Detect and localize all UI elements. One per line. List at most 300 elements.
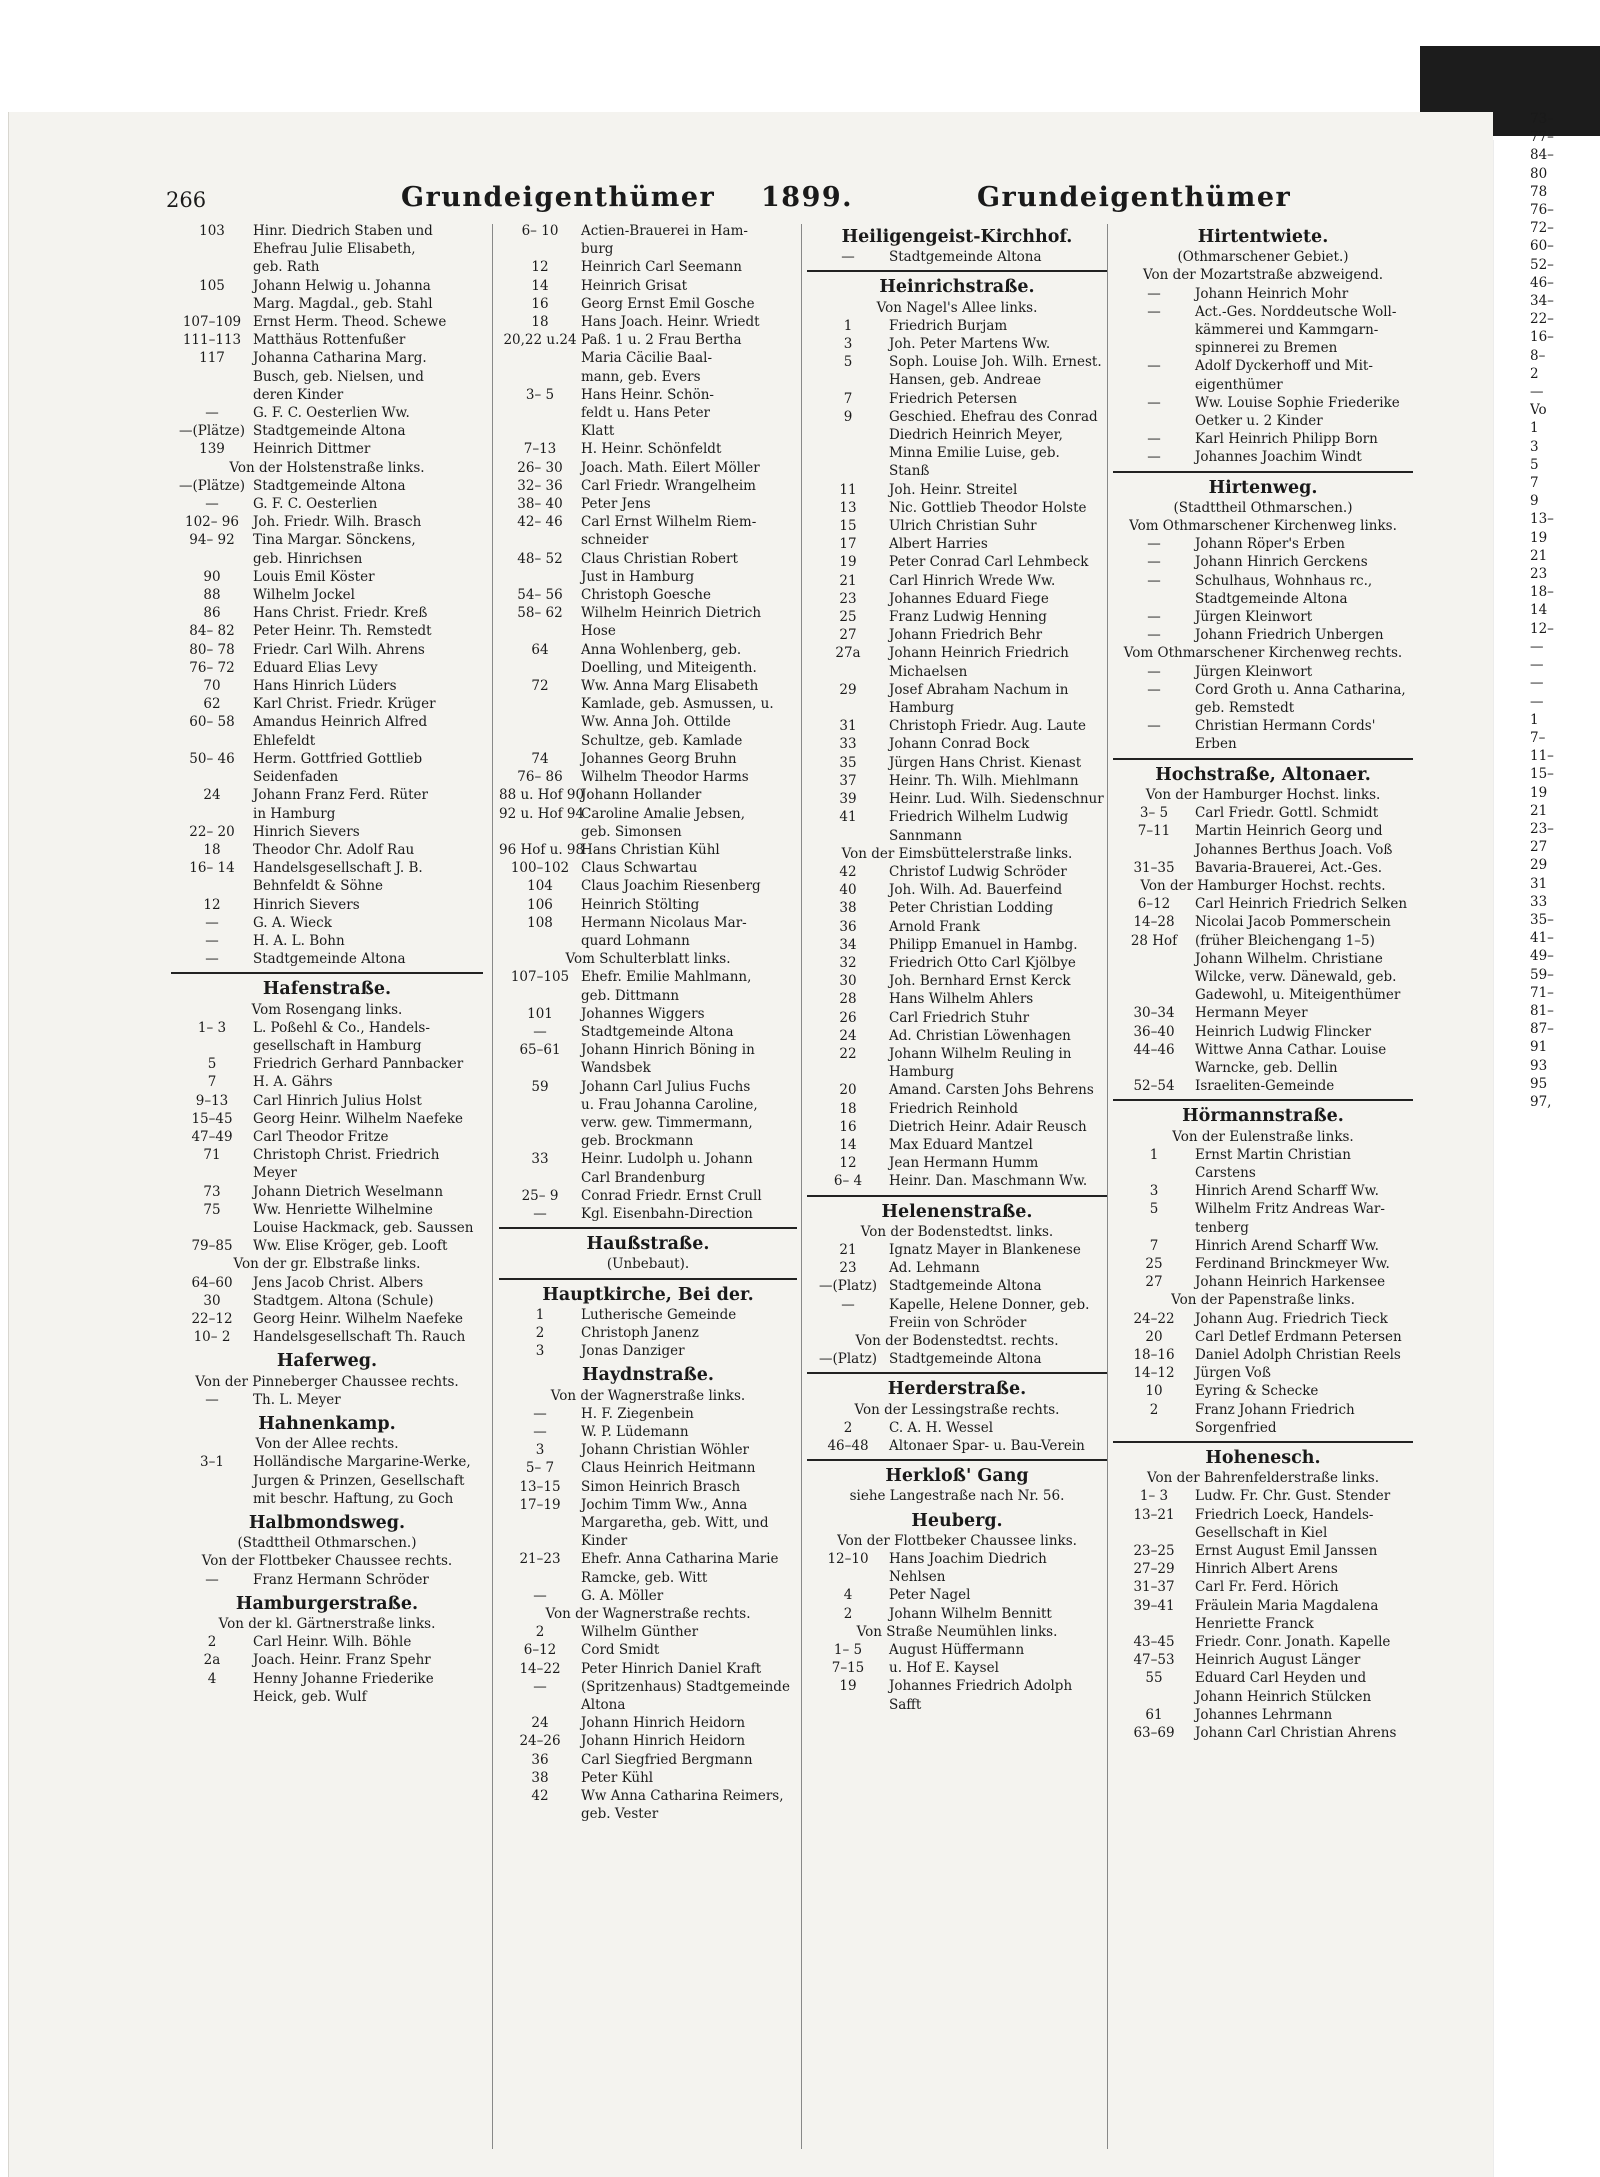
entry-row (171, 1274, 483, 1292)
house-number: 34 (839, 936, 857, 953)
owner-name (1590, 383, 1600, 401)
entry-list (1530, 110, 1600, 1111)
entry-row (171, 859, 483, 895)
section-subheading: Von der kl. Gärtnerstraße links. (218, 1616, 436, 1633)
entry-row (499, 1478, 797, 1496)
house-number: 38 (839, 900, 857, 917)
owner-name: H. Heinr. Schönfeldt (581, 441, 722, 458)
section-subheading: Von der Pinneberger Chaussee rechts. (195, 1373, 459, 1390)
house-number: 54– 56 (517, 587, 563, 604)
entry-row (807, 390, 1107, 408)
owner-name: Wittwe Anna Cathar. Louise Warncke, geb. Dellin (1195, 1041, 1387, 1076)
owner-name: Eduard Carl Heyden und Johann Heinrich Stülcken (1195, 1670, 1372, 1705)
house-number: 75 (203, 1201, 221, 1218)
owner-name: Johannes Georg Bruhn (581, 750, 737, 767)
owner-name: Max Eduard Mantzel (889, 1136, 1033, 1153)
owner-name: Israeliten-Gemeinde (1195, 1078, 1335, 1095)
house-number: — (1147, 681, 1161, 698)
house-number: 23 (839, 1260, 857, 1277)
section-subheading: Vom Othmarschener Kirchenweg rechts. (1123, 645, 1403, 662)
entry-row (1530, 383, 1600, 401)
owner-name: Martin Heinrich Georg und Johannes Berthus Joach. Voß (1195, 823, 1393, 858)
house-number: 21 (839, 1241, 857, 1258)
entry-row (499, 914, 797, 950)
entry-row (1113, 1255, 1413, 1273)
entry-row (1530, 237, 1600, 255)
owner-name: Ehefr. Anna Catharina Marie Ramcke, geb. Witt (581, 1551, 779, 1586)
owner-name: Johannes Wiggers (581, 1005, 705, 1022)
house-number: 38– 40 (517, 496, 563, 513)
entry-row (499, 1550, 797, 1586)
house-number: 24–26 (519, 1733, 561, 1750)
house-number: 42– 46 (517, 514, 563, 531)
entry-row (171, 1391, 483, 1409)
house-number: 7 (1530, 475, 1539, 492)
entry-row (807, 954, 1107, 972)
entry-row (1530, 456, 1600, 474)
entry-list (807, 1550, 1107, 1623)
owner-name: Johann Hollander (581, 787, 702, 804)
house-number: 22– 20 (189, 823, 235, 840)
entry-row (807, 772, 1107, 790)
house-number: 95 (1530, 1075, 1548, 1092)
entry-row (171, 1128, 483, 1146)
house-number: — (1530, 384, 1544, 401)
entry-row (1530, 401, 1600, 419)
section-subheading: Von der Papenstraße links. (1171, 1292, 1355, 1309)
house-number: 3– 5 (1139, 805, 1169, 822)
owner-name: Holländische Margarine-Werke, Jurgen & Prinzen, Gesellschaft mit beschr. Haftung, zu Goch (253, 1454, 471, 1507)
owner-name: Theodor Chr. Adolf Rau (253, 841, 415, 858)
entry-list (499, 1405, 797, 1605)
owner-name: Nicolai Jacob Pommerschein (1195, 914, 1391, 931)
house-number: 29 (1530, 857, 1548, 874)
house-number: 80 (1530, 165, 1548, 182)
street-heading: Halbmondsweg. (248, 1513, 406, 1534)
house-number: 20 (1145, 1328, 1163, 1345)
owner-name (1590, 128, 1600, 146)
house-number: 11– (1530, 748, 1554, 765)
section-subheading: siehe Langestraße nach Nr. 56. (849, 1488, 1065, 1505)
entry-row (807, 681, 1107, 717)
house-number: 3 (535, 1442, 545, 1459)
owner-name: Matthäus Rottenfußer (253, 332, 406, 349)
entry-row (807, 1027, 1107, 1045)
house-number: 16 (531, 295, 549, 312)
entry-row (807, 481, 1107, 499)
entry-row (1113, 1237, 1413, 1255)
owner-name: Hinrich Sievers (253, 823, 360, 840)
entry-row (499, 1751, 797, 1769)
house-number: 7 (1149, 1237, 1159, 1254)
owner-name (1590, 438, 1600, 456)
entry-row (499, 477, 797, 495)
entry-row (171, 1651, 483, 1669)
entry-row (807, 353, 1107, 389)
section-subheading: (Othmarschener Gebiet.) (1177, 249, 1349, 266)
house-number: 41 (839, 809, 857, 826)
entry-row (807, 1437, 1107, 1455)
owner-name: Ignatz Mayer in Blankenese (889, 1241, 1081, 1258)
owner-name: H. A. L. Bohn (253, 932, 345, 949)
house-number: 23– (1530, 820, 1554, 837)
owner-name: Ernst Martin Christian Carstens (1195, 1146, 1351, 1181)
house-number: 18–16 (1133, 1346, 1175, 1363)
owner-name: Adolf Dyckerhoff und Mit- eigenthümer (1195, 358, 1373, 393)
entry-row (1530, 656, 1600, 674)
entry-row (1113, 681, 1413, 717)
house-number: 27 (839, 627, 857, 644)
owner-name: Stadtgemeinde Altona (889, 1278, 1042, 1295)
owner-name (1590, 856, 1600, 874)
house-number: 19 (839, 1678, 857, 1695)
entry-row (1530, 583, 1600, 601)
directory-page (8, 112, 1493, 2177)
owner-name: Louis Emil Köster (253, 568, 375, 585)
entry-row (1530, 838, 1600, 856)
entry-row (1113, 553, 1413, 571)
owner-name: Georg Heinr. Wilhelm Naefeke (253, 1110, 463, 1127)
street-heading: Hirtenweg. (1208, 477, 1318, 498)
entry-row (499, 258, 797, 276)
owner-name: Jürgen Voß (1195, 1365, 1271, 1382)
owner-name: Altonaer Spar- u. Bau-Verein (889, 1438, 1085, 1454)
house-number: — (533, 1678, 547, 1695)
house-number: 5 (1530, 456, 1539, 473)
entry-row (1113, 303, 1413, 358)
owner-name: Stadtgem. Altona (Schule) (253, 1292, 434, 1309)
house-number: 35– (1530, 911, 1554, 928)
owner-name: Amand. Carsten Johs Behrens (889, 1082, 1094, 1099)
house-number: 6– 4 (833, 1173, 863, 1190)
house-number: 7–15 (831, 1660, 865, 1677)
house-number: 12– (1530, 620, 1554, 637)
owner-name: Johann Aug. Friedrich Tieck (1195, 1310, 1388, 1327)
owner-name: Joh. Wilh. Ad. Bauerfeind (889, 882, 1063, 899)
house-number: 41– (1530, 930, 1554, 947)
house-number: 31–37 (1133, 1579, 1175, 1596)
house-number: 117 (199, 350, 225, 367)
house-number: — (205, 1391, 219, 1408)
owner-name: Carl Fr. Ferd. Hörich (1195, 1579, 1339, 1596)
owner-name (1590, 784, 1600, 802)
owner-name: Friedrich Wilhelm Ludwig Sannmann (889, 809, 1069, 844)
house-number: 31 (839, 718, 857, 735)
owner-name: Stadtgemeinde Altona (253, 477, 406, 494)
owner-name: Friedrich Gerhard Pannbacker (253, 1056, 464, 1073)
section-subheading: Von der Hamburger Hochst. links. (1145, 786, 1381, 803)
house-number: 36 (531, 1751, 549, 1768)
house-number: 33 (531, 1151, 549, 1168)
entry-row (499, 1769, 797, 1787)
house-number: 12 (839, 1155, 857, 1172)
house-number: 19 (1530, 529, 1548, 546)
owner-name (1590, 510, 1600, 528)
entry-row (1113, 804, 1413, 822)
entry-row (807, 1641, 1107, 1659)
owner-name: Wilhelm Jockel (253, 587, 355, 604)
entry-row (499, 1496, 797, 1551)
house-number: — (205, 932, 219, 949)
house-number: 12 (203, 896, 221, 913)
entry-row (171, 1310, 483, 1328)
house-number: 7 (207, 1074, 217, 1091)
house-number: 6–12 (1137, 896, 1171, 913)
section-subheading: Vom Schulterblatt links. (565, 951, 731, 968)
owner-name: Carl Siegfried Bergmann (581, 1751, 753, 1768)
house-number: 97, (1530, 1093, 1552, 1110)
owner-name: Simon Heinrich Brasch (581, 1478, 741, 1495)
entry-row (1113, 1706, 1413, 1724)
owner-name: Cord Groth u. Anna Catharina, geb. Remstedt (1195, 681, 1406, 717)
owner-name: Henny Johanne Friederike Heick, geb. Wulf (253, 1670, 434, 1705)
entry-list (1113, 663, 1413, 754)
street-heading: Hörmannstraße. (1182, 1106, 1344, 1127)
house-number: — (1530, 638, 1544, 655)
owner-name: Jürgen Kleinwort (1195, 609, 1313, 626)
house-number: 24 (203, 787, 221, 804)
owner-name: Johannes Eduard Fiege (889, 590, 1049, 607)
owner-name: Ferdinand Brinckmeyer Ww. (1195, 1255, 1390, 1272)
house-number: 88 (203, 587, 221, 604)
entry-row (1113, 1382, 1413, 1400)
entry-row (499, 1423, 797, 1441)
entry-row (1530, 492, 1600, 510)
column-2 (499, 222, 797, 2152)
house-number: 43–45 (1133, 1634, 1175, 1651)
entry-row (499, 1587, 797, 1605)
entry-row (807, 248, 1107, 266)
owner-name (1590, 419, 1600, 437)
owner-name: Johann Hinrich Gerckens (1195, 554, 1368, 571)
house-number: 2 (1149, 1401, 1159, 1418)
entry-row (171, 1073, 483, 1091)
entry-row (499, 386, 797, 441)
owner-name: Wilhelm Günther (581, 1624, 699, 1641)
header-year: 1899. (761, 182, 854, 213)
house-number: — (1530, 675, 1544, 692)
owner-name: Cord Smidt (581, 1642, 660, 1659)
owner-name: Carl Hinrich Julius Holst (253, 1092, 422, 1109)
owner-name: Heinrich Carl Seemann (581, 259, 742, 276)
owner-name: Joach. Math. Eilert Möller (581, 459, 760, 476)
owner-name: Lutherische Gemeinde (581, 1306, 737, 1323)
house-number: 42 (531, 1788, 549, 1805)
section-subheading: Von der Eulenstraße links. (1172, 1128, 1354, 1145)
owner-name (1590, 656, 1600, 674)
house-number: 13 (839, 499, 857, 516)
section-subheading: Von Nagel's Allee links. (876, 299, 1038, 316)
entry-row (499, 1205, 797, 1223)
entry-row (171, 440, 483, 458)
entry-row (1113, 859, 1413, 877)
entry-row (807, 863, 1107, 881)
owner-name: Amandus Heinrich Alfred Ehlefeldt (253, 714, 428, 749)
entry-row (499, 586, 797, 604)
entry-row (171, 713, 483, 749)
section-rule (807, 1459, 1107, 1461)
owner-name: Peter Jens (581, 496, 651, 513)
house-number: 38 (531, 1769, 549, 1786)
entry-row (1113, 285, 1413, 303)
section-rule (499, 1227, 797, 1229)
house-number: 103 (199, 223, 225, 239)
house-number: 3 (1530, 438, 1539, 455)
entry-row (807, 1659, 1107, 1677)
house-number: — (205, 914, 219, 931)
owner-name: Hinr. Diedrich Staben und Ehefrau Julie Elisabeth, geb. Rath (253, 223, 433, 276)
owner-name: Ww. Henriette Wilhelmine Louise Hackmack, geb. Saussen (253, 1201, 474, 1236)
owner-name: Georg Heinr. Wilhelm Naefeke (253, 1310, 463, 1327)
house-number: 60– (1530, 238, 1554, 255)
entry-row (1530, 565, 1600, 583)
entry-row (499, 1678, 797, 1714)
entry-row (171, 677, 483, 695)
entry-row (499, 1023, 797, 1041)
owner-name: Friedr. Conr. Jonath. Kapelle (1195, 1634, 1391, 1651)
house-number: 7–13 (523, 441, 557, 458)
house-number: 58– 62 (517, 605, 563, 622)
entry-row (1530, 693, 1600, 711)
owner-name: Ernst Herm. Theod. Schewe (253, 314, 447, 331)
owner-name: Peter Heinr. Th. Remstedt (253, 623, 432, 640)
entry-row (1530, 911, 1600, 929)
owner-name: Carl Heinrich Friedrich Selken (1195, 896, 1408, 913)
house-number: 27 (1145, 1274, 1163, 1291)
section-subheading: Von der Bahrenfelderstraße links. (1146, 1470, 1380, 1487)
header-title-left: Grundeigenthümer (401, 182, 716, 213)
entry-row (807, 408, 1107, 481)
owner-name: Friedrich Otto Carl Kjölbye (889, 954, 1076, 971)
owner-name: Wilhelm Heinrich Dietrich Hose (581, 605, 762, 640)
house-number: — (1147, 536, 1161, 553)
owner-name: Caroline Amalie Jebsen, geb. Simonsen (581, 805, 746, 840)
owner-name: Johann Carl Julius Fuchs u. Frau Johanna Caroline, verw. gew. Timmermann, geb. Brockmann (581, 1078, 758, 1150)
owner-name: Carl Friedr. Gottl. Schmidt (1195, 805, 1379, 822)
column-rule (801, 224, 802, 2149)
entry-row (171, 1201, 483, 1237)
house-number: — (1147, 663, 1161, 680)
owner-name: Actien-Brauerei in Ham- burg (581, 223, 748, 258)
house-number: 139 (199, 441, 225, 458)
street-heading: Hohenesch. (1205, 1448, 1321, 1468)
house-number: 1– 3 (1139, 1488, 1169, 1505)
owner-name: Carl Ernst Wilhelm Riem- schneider (581, 514, 757, 549)
entry-row (499, 768, 797, 786)
owner-name: Th. L. Meyer (253, 1391, 341, 1408)
house-number: 28 (839, 991, 857, 1008)
house-number: — (1147, 303, 1161, 320)
entry-row (807, 1241, 1107, 1259)
house-number: 2 (535, 1324, 545, 1341)
owner-name: Christoph Janenz (581, 1324, 699, 1341)
entry-row (499, 1660, 797, 1678)
street-heading: Hafenstraße. (262, 979, 392, 1000)
entry-row (807, 1605, 1107, 1623)
house-number: 9 (1530, 493, 1539, 510)
entry-row (1113, 572, 1413, 608)
house-number: 14 (1530, 602, 1548, 619)
entry-row (1113, 1346, 1413, 1364)
owner-name: Peter Hinrich Daniel Kraft (581, 1660, 762, 1677)
owner-name: Wilhelm Fritz Andreas War- tenberg (1195, 1201, 1385, 1236)
entry-row (1530, 1093, 1600, 1111)
house-number: 59 (531, 1078, 549, 1095)
entry-row (499, 331, 797, 386)
owner-name: Claus Joachim Riesenberg (581, 878, 761, 895)
entry-row (1530, 601, 1600, 619)
owner-name: Joh. Heinr. Streitel (889, 481, 1018, 498)
entry-row (171, 641, 483, 659)
house-number: 42 (839, 863, 857, 880)
entry-row (171, 1092, 483, 1110)
entry-row (171, 586, 483, 604)
entry-row (499, 1441, 797, 1459)
entry-row (171, 1055, 483, 1073)
house-number: 5 (207, 1056, 217, 1073)
entry-row (499, 1787, 797, 1823)
street-heading: Hauptkirche, Bei der. (542, 1284, 754, 1305)
entry-row (807, 1100, 1107, 1118)
section-subheading: Von der Holstenstraße links. (229, 459, 425, 476)
house-number: 24 (839, 1027, 857, 1044)
house-number: — (205, 496, 219, 513)
section-subheading: Vom Othmarschener Kirchenweg links. (1129, 518, 1397, 535)
house-number: 104 (527, 878, 553, 895)
owner-name: Jochim Timm Ww., Anna Margaretha, geb. Witt, und Kinder (581, 1496, 769, 1550)
house-number: 81– (1530, 1002, 1554, 1019)
entry-row (171, 622, 483, 640)
house-number: 14–28 (1133, 914, 1175, 931)
entry-row (499, 1306, 797, 1324)
entry-row (1530, 1057, 1600, 1075)
entry-row (171, 477, 483, 495)
entry-list (499, 968, 797, 1223)
running-header (9, 112, 1309, 213)
owner-name: Philipp Emanuel in Hambg. (889, 936, 1078, 953)
owner-name (1590, 237, 1600, 255)
entry-row (499, 222, 797, 258)
house-number: 5 (843, 354, 853, 371)
owner-name (1590, 693, 1600, 711)
owner-name (1590, 456, 1600, 474)
entry-row (807, 1081, 1107, 1099)
entry-row (171, 1292, 483, 1310)
house-number: 16 (839, 1118, 857, 1135)
owner-name: Ludw. Fr. Chr. Gust. Stender (1195, 1488, 1391, 1505)
house-number: 9–13 (195, 1092, 229, 1109)
house-number: 3 (535, 1343, 545, 1360)
entry-list (171, 1019, 483, 1256)
entry-row (171, 1237, 483, 1255)
owner-name (1590, 875, 1600, 893)
entry-row (807, 499, 1107, 517)
entry-row (807, 1296, 1107, 1332)
house-number: 93 (1530, 1057, 1548, 1074)
owner-name: Ernst August Emil Janssen (1195, 1543, 1378, 1560)
owner-name: Friedrich Petersen (889, 390, 1018, 407)
owner-name: (Spritzenhaus) Stadtgemeinde Altona (581, 1678, 790, 1714)
owner-name (1590, 474, 1600, 492)
entry-row (807, 535, 1107, 553)
house-number: 12 (531, 259, 549, 276)
entry-row (1113, 1328, 1413, 1346)
street-heading: Hochstraße, Altonaer. (1155, 764, 1371, 785)
entry-list (807, 317, 1107, 845)
entry-row (1530, 747, 1600, 765)
entry-row (1530, 929, 1600, 947)
entry-row (1530, 1075, 1600, 1093)
